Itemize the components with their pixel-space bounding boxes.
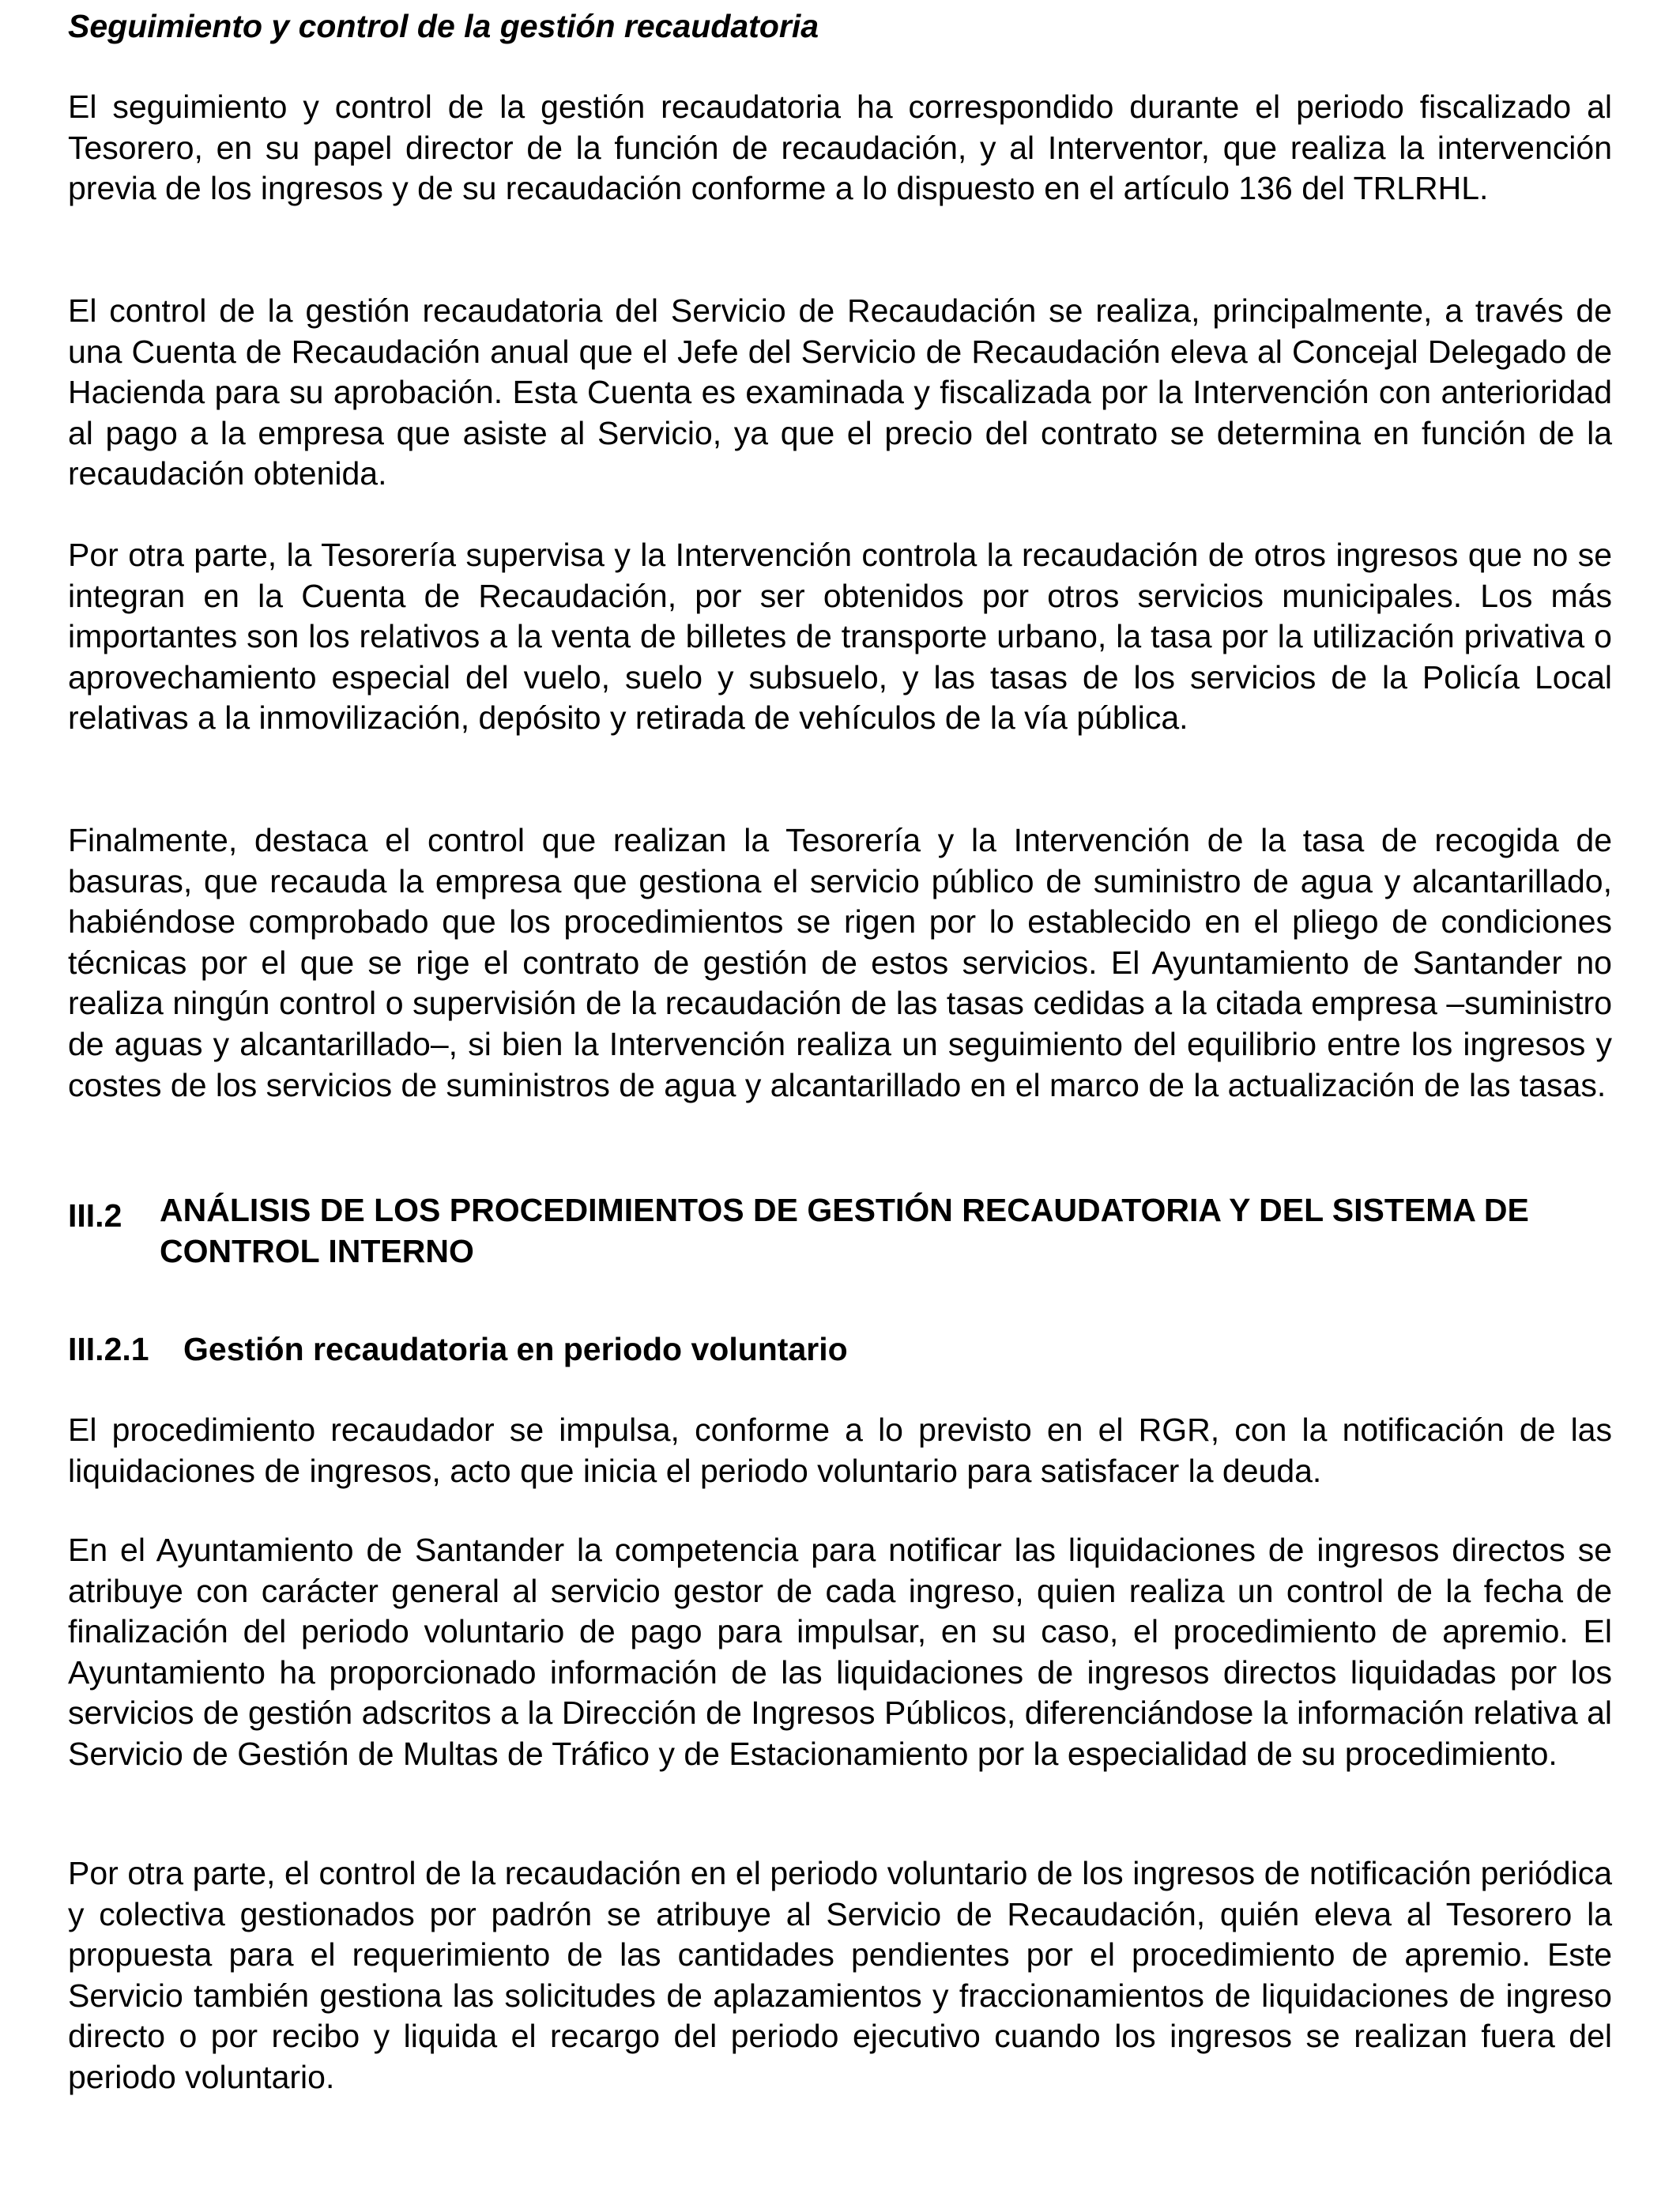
paragraph-text: El control de la gestión recaudatoria del Servicio de Recaudación se realiza, principalmente, a través de una Cuenta de Recaudación anual que el Jefe del Servicio de Recaudación eleva al Concejal Delegado de Hacienda para su aprobación. Esta Cuenta es examinada y fiscalizada por la Intervención con anterioridad al pago a la empresa que asiste al Servicio, ya que el precio del contrato se determina en función de la recaudación obtenida. (68, 292, 1612, 492)
subsection-heading (68, 1329, 848, 1370)
paragraph-text: El seguimiento y control de la gestión recaudatoria ha correspondido durante el periodo fiscalizado al Tesorero, en su papel director de la función de recaudación, y al Interventor, que realiza la intervención previa de los ingresos y de su recaudación conforme a lo dispuesto en el artículo 136 del TRLRHL. (68, 89, 1612, 207)
paragraph-text: Por otra parte, la Tesorería supervisa y la Intervención controla la recaudación de otros ingresos que no se integran en la Cuenta de Recaudación, por ser obtenidos por otros servicios municipales. Los más importantes son los relativos a la venta de billetes de transporte urbano, la tasa por la utilización privativa o aprovechamiento especial del vuelo, suelo y subsuelo, y las tasas de los servicios de la Policía Local relativas a la inmovilización, depósito y retirada de vehículos de la vía pública. (68, 537, 1612, 737)
paragraph-text: Finalmente, destaca el control que realizan la Tesorería y la Intervención de la tasa de recogida de basuras, que recauda la empresa que gestiona el servicio público de suministro de agua y alcantarillado, habiéndose comprobado que los procedimientos se rigen por lo establecido en el pliego de condiciones técnicas por el que se rige el contrato de gestión de estos servicios. El Ayuntamiento de Santander no realiza ningún control o supervisión de la recaudación de las tasas cedidas a la citada empresa –suministro de aguas y alcantarillado–, si bien la Intervención realiza un seguimiento del equilibrio entre los ingresos y costes de los servicios de suministros de agua y alcantarillado en el marco de la actualización de las tasas. (68, 822, 1612, 1103)
subheading: Seguimiento y control de la gestión recaudatoria (68, 8, 819, 44)
subsection-title: Gestión recaudatoria en periodo voluntario (183, 1331, 848, 1367)
paragraph-text: El procedimiento recaudador se impulsa, conforme a lo previsto en el RGR, con la notificación de las liquidaciones de ingresos, acto que inicia el periodo voluntario para satisfacer la deuda. (68, 1412, 1612, 1489)
paragraph (68, 820, 1612, 1106)
paragraph (68, 291, 1612, 495)
paragraph-text: En el Ayuntamiento de Santander la competencia para notificar las liquidaciones de ingresos directos se atribuye con carácter general al servicio gestor de cada ingreso, quien realiza un control de la fecha de finalización del periodo voluntario de pago para impulsar, en su caso, el procedimiento de apremio. El Ayuntamiento ha proporcionado información de las liquidaciones de ingresos directos liquidadas por los servicios de gestión adscritos a la Dirección de Ingresos Públicos, diferenciándose la información relativa al Servicio de Gestión de Multas de Tráfico y de Estacionamiento por la especialidad de su procedimiento. (68, 1532, 1612, 1772)
section-title: ANÁLISIS DE LOS PROCEDIMIENTOS DE GESTIÓN RECAUDATORIA Y DEL SISTEMA DE CONTROL INTERNO (160, 1192, 1529, 1269)
section-number: III.2 (68, 1197, 122, 1234)
paragraph (68, 535, 1612, 739)
paragraph (68, 1410, 1612, 1491)
subsection-number: III.2.1 (68, 1331, 149, 1367)
paragraph (68, 1530, 1612, 1775)
paragraph (68, 1853, 1612, 2098)
paragraph-text: Por otra parte, el control de la recaudación en el periodo voluntario de los ingresos de notificación periódica y colectiva gestionados por padrón se atribuye al Servicio de Recaudación, quién eleva al Tesorero la propuesta para el requerimiento de las cantidades pendientes por el procedimiento de apremio. Este Servicio también gestiona las solicitudes de aplazamientos y fraccionamientos de liquidaciones de ingreso directo o por recibo y liquida el recargo del periodo ejecutivo cuando los ingresos se realizan fuera del periodo voluntario. (68, 1855, 1612, 2095)
paragraph (68, 87, 1612, 209)
